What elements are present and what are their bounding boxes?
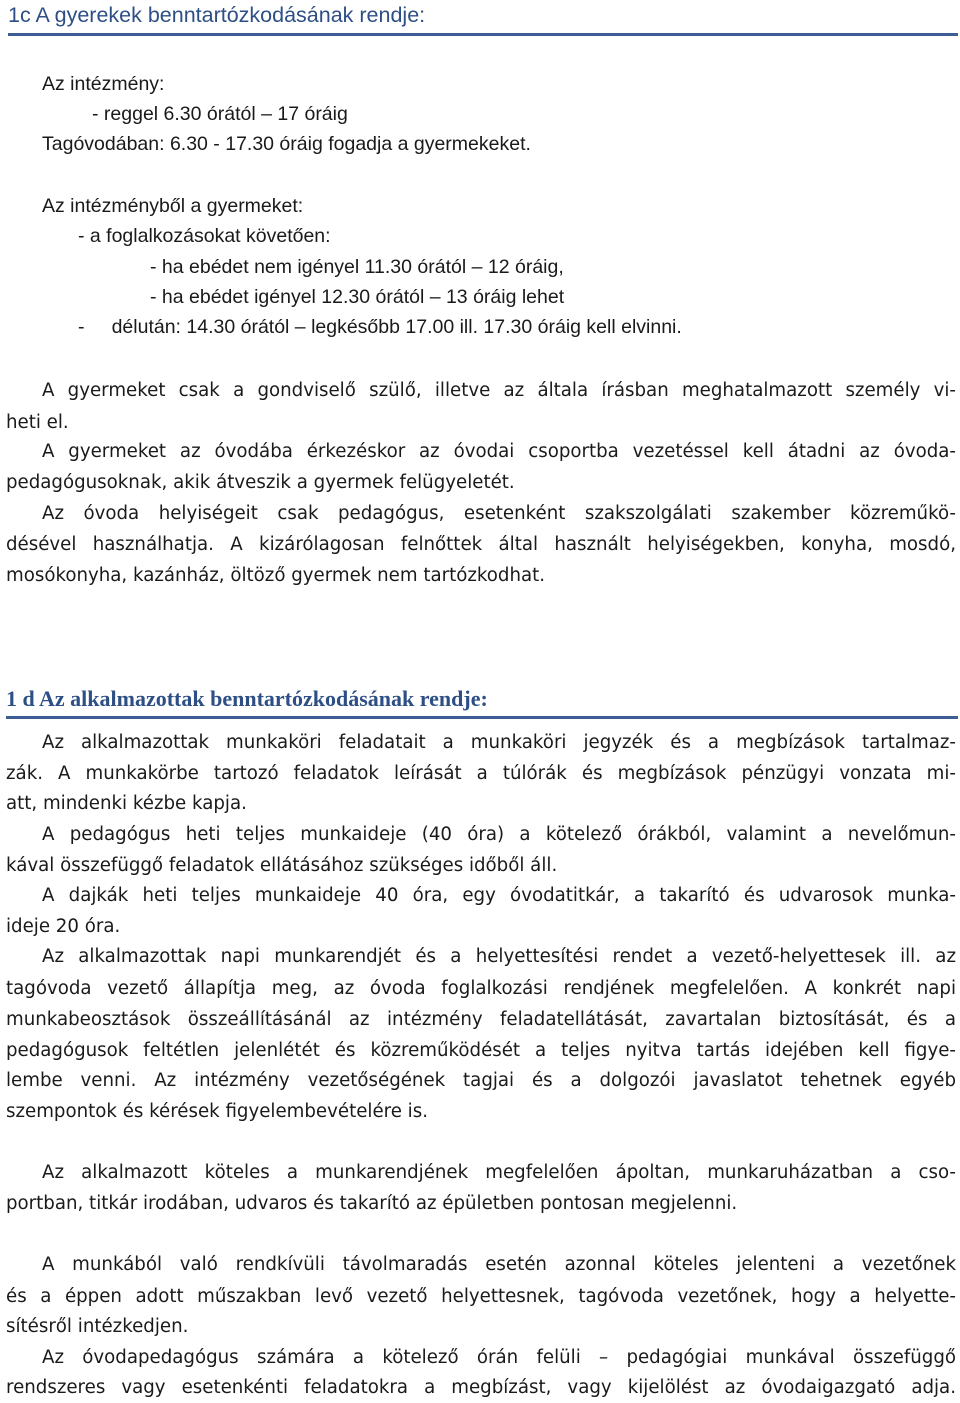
text-line: - ha ebédet igényel 12.30 órától – 13 óráig lehet	[150, 286, 565, 308]
paragraph-line: Az alkalmazottak napi munkarendjét és a helyettesítési rendet a vezető-helyettesek ill. az	[42, 946, 956, 967]
paragraph-line: rendszeres vagy esetenkénti feladatokra a megbízást, vagy kijelölést az óvodaigazgató adja.	[6, 1377, 956, 1398]
paragraph-line: A dajkák heti teljes munkaideje 40 óra, egy óvodatitkár, a takarító és udvarosok munka-	[42, 885, 956, 906]
paragraph-line: désével használhatja. A kizárólagosan felnőttek által használt helyiségekben, konyha, mosdó,	[6, 534, 956, 555]
paragraph-line: tagóvoda vezető állapítja meg, az óvoda foglalkozási rendjének megfelelően. A konkrét napi	[6, 978, 956, 999]
paragraph-line: Az óvoda helyiségeit csak pedagógus, esetenként szakszolgálati szakember közreműkö-	[42, 503, 956, 524]
paragraph-line: lembe venni. Az intézmény vezetőségének tagjai és a dolgozói javaslatot tehetnek egyéb	[6, 1070, 956, 1091]
paragraph-line: szempontok és kérések figyelembevételére is.	[6, 1101, 428, 1122]
paragraph-line: att, mindenki kézbe kapja.	[6, 793, 247, 814]
section-heading-1c: 1c A gyerekek benntartózkodásának rendje:	[8, 2, 958, 36]
paragraph-line: portban, titkár irodában, udvaros és takarító az épületben pontosan megjelenni.	[6, 1193, 738, 1214]
section-heading-1d: 1 d Az alkalmazottak benntartózkodásának rendje:	[6, 685, 958, 719]
paragraph-line: pedagógusok feltétlen jelenlétét és közreműködését a teljes nyitva tartás idejében kell figye-	[6, 1040, 956, 1061]
paragraph-line: Az alkalmazottak munkaköri feladatait a munkaköri jegyzék és a megbízások tartalmaz-	[42, 732, 956, 753]
paragraph-line: zák. A munkakörbe tartozó feladatok leírását a túlórák és megbízások pénzügyi vonzata mi-	[6, 763, 956, 784]
text-line: - a foglalkozásokat követően:	[78, 225, 331, 247]
paragraph-line: munkabeosztások összeállításánál az intézmény feladatellátását, zavartalan biztosítását, és a	[6, 1009, 956, 1030]
paragraph-line: és a éppen adott műszakban levő vezető helyettesnek, tagóvoda vezetőnek, hogy a helyette-	[6, 1286, 956, 1307]
text-line: Tagóvodában: 6.30 - 17.30 óráig fogadja a gyermekeket.	[42, 133, 531, 155]
paragraph-line: heti el.	[6, 412, 69, 433]
text-line: Az intézményből a gyermeket:	[42, 195, 304, 217]
paragraph-line: A pedagógus heti teljes munkaideje (40 óra) a kötelező órákból, valamint a nevelőmun-	[42, 824, 956, 845]
paragraph-line: sítésről intézkedjen.	[6, 1316, 189, 1337]
paragraph-line: ideje 20 óra.	[6, 916, 121, 937]
paragraph-line: A munkából való rendkívüli távolmaradás esetén azonnal köteles jelenteni a vezetőnek	[42, 1254, 956, 1275]
text-line: - délután: 14.30 órától – legkésőbb 17.00 ill. 17.30 óráig kell elvinni.	[78, 316, 682, 338]
paragraph-line: Az óvodapedagógus számára a kötelező órán felüli – pedagógiai munkával összefüggő	[42, 1347, 956, 1368]
paragraph-line: A gyermeket csak a gondviselő szülő, illetve az általa írásban meghatalmazott személy vi-	[42, 380, 956, 401]
paragraph-line: kával összefüggő feladatok ellátásához szükséges időből áll.	[6, 855, 558, 876]
paragraph-line: Az alkalmazott köteles a munkarendjének megfelelően ápoltan, munkaruházatban a cso-	[42, 1162, 956, 1183]
paragraph-line: mosókonyha, kazánház, öltöző gyermek nem tartózkodhat.	[6, 565, 546, 586]
text-line: - ha ebédet nem igényel 11.30 órától – 12 óráig,	[150, 256, 564, 278]
text-line: - reggel 6.30 órától – 17 óráig	[92, 103, 348, 125]
paragraph-line: pedagógusoknak, akik átveszik a gyermek felügyeletét.	[6, 472, 515, 493]
text-line: Az intézmény:	[42, 73, 165, 95]
paragraph-line: A gyermeket az óvodába érkezéskor az óvodai csoportba vezetéssel kell átadni az óvoda-	[42, 441, 956, 462]
